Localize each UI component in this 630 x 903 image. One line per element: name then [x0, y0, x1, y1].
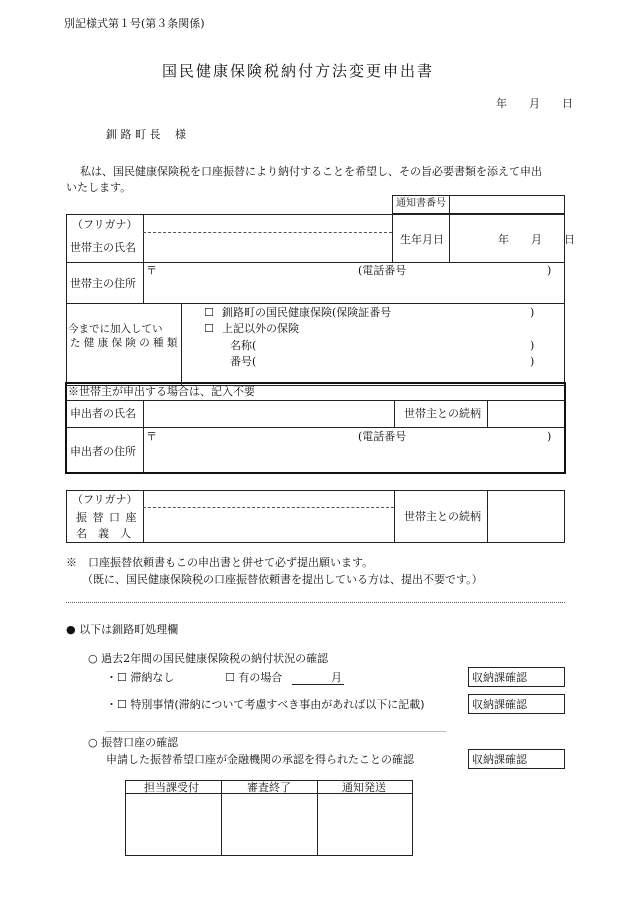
- header-review: 審査終了: [247, 781, 291, 794]
- applicant-address-label: 申出者の住所: [70, 445, 136, 458]
- account-furigana-field[interactable]: [146, 492, 391, 505]
- notification-stamp-cell[interactable]: [319, 795, 411, 854]
- head-name-field[interactable]: [146, 235, 389, 259]
- divider: [66, 602, 565, 603]
- other-insurance-option: 上記以外の保険: [222, 322, 299, 335]
- furigana-label: （フリガナ）: [72, 218, 138, 231]
- reception-stamp-cell[interactable]: [127, 795, 219, 854]
- relation-field[interactable]: [490, 402, 562, 425]
- applicant-name-field[interactable]: [146, 402, 391, 425]
- submitter-note: ※世帯主が申出する場合は、記入不要: [68, 385, 255, 398]
- account-label-2: 名 義 人: [76, 527, 131, 540]
- phone-label: (電話番号: [358, 430, 407, 443]
- kushiro-insurance-close: ): [530, 306, 535, 319]
- head-name-label: 世帯主の氏名: [70, 241, 136, 254]
- page-title: 国民健康保険税納付方法変更申出書: [162, 62, 435, 80]
- address-label: 世帯主の住所: [70, 277, 136, 290]
- confirm-label-3: 収納課確認: [472, 753, 527, 766]
- form-number: 別記様式第１号(第３条関係): [64, 17, 205, 30]
- payment-check-title: ○ 過去2年間の国民健康保険税の納付状況の確認: [88, 652, 329, 665]
- account-check-text: 申請した振替希望口座が金融機関の承認を得られたことの確認: [106, 753, 414, 766]
- month-label: 月: [331, 671, 342, 684]
- arrears-month-field[interactable]: [292, 684, 344, 685]
- other-insurance-checkbox[interactable]: ☐: [204, 322, 214, 335]
- special-circumstance-checkbox[interactable]: ・☐ 特別事情(滞納について考慮すべき事由があれば以下に記載): [106, 698, 425, 711]
- notice-number-label: 通知書番号: [396, 198, 446, 209]
- postal-mark: 〒: [146, 430, 157, 443]
- birth-value[interactable]: 年 月 日: [498, 233, 575, 246]
- no-arrears-checkbox[interactable]: ・☐ 滞納なし: [106, 671, 175, 684]
- other-insurance-name[interactable]: 名称(: [230, 339, 257, 352]
- other-insurance-number-close: ): [530, 355, 535, 368]
- account-check-title: ○ 振替口座の確認: [88, 736, 179, 749]
- birth-label: 生年月日: [400, 233, 444, 246]
- phone-label: (電話番号: [358, 264, 407, 277]
- phone-close: ): [547, 264, 552, 277]
- review-stamp-cell[interactable]: [223, 795, 315, 854]
- header-reception: 担当課受付: [144, 781, 199, 794]
- note-line-2: （既に、国民健康保険税の口座振替依頼書を提出している方は、提出不要です。）: [82, 573, 483, 586]
- special-notes-line[interactable]: [106, 731, 446, 732]
- phone-close: ): [547, 430, 552, 443]
- relation-label: 世帯主との続柄: [404, 407, 481, 420]
- date-line: 年 月 日: [496, 97, 573, 110]
- account-label-1: 振 替 口 座: [76, 511, 138, 524]
- kushiro-insurance-option: 釧路町の国民健康保険(保険証番号: [222, 306, 392, 319]
- office-heading: ● 以下は釧路町処理欄: [66, 623, 179, 636]
- other-insurance-name-close: ): [530, 339, 535, 352]
- furigana-label: （フリガナ）: [72, 493, 138, 506]
- note-line-1: ※ 口座振替依頼書もこの申出書と併せて必ず提出願います。: [66, 556, 374, 569]
- insurance-label-2: た 健 康 保 険 の 種 類: [70, 337, 178, 349]
- applicant-name-label: 申出者の氏名: [70, 407, 136, 420]
- other-insurance-number[interactable]: 番号(: [230, 355, 257, 368]
- intro-line-2: いたします。: [66, 181, 132, 194]
- recipient: 釧 路 町 長 様: [106, 128, 186, 141]
- insurance-label-1: 今までに加入してい: [68, 323, 163, 335]
- header-notification: 通知発送: [342, 781, 386, 794]
- postal-mark: 〒: [146, 264, 157, 277]
- confirm-label-2: 収納課確認: [472, 698, 527, 711]
- account-holder-field[interactable]: [146, 510, 391, 541]
- confirm-label-1: 収納課確認: [472, 671, 527, 684]
- arrears-checkbox[interactable]: ☐ 有の場合: [225, 671, 283, 684]
- kushiro-insurance-checkbox[interactable]: ☐: [204, 306, 214, 319]
- intro-line-1: 私は、国民健康保険税を口座振替により納付することを希望し、その旨必要書類を添えて申出: [80, 165, 542, 178]
- notice-number-field[interactable]: [451, 197, 563, 212]
- account-relation-field[interactable]: [490, 492, 562, 541]
- furigana-field[interactable]: [146, 216, 389, 230]
- relation-label: 世帯主との続柄: [404, 510, 481, 523]
